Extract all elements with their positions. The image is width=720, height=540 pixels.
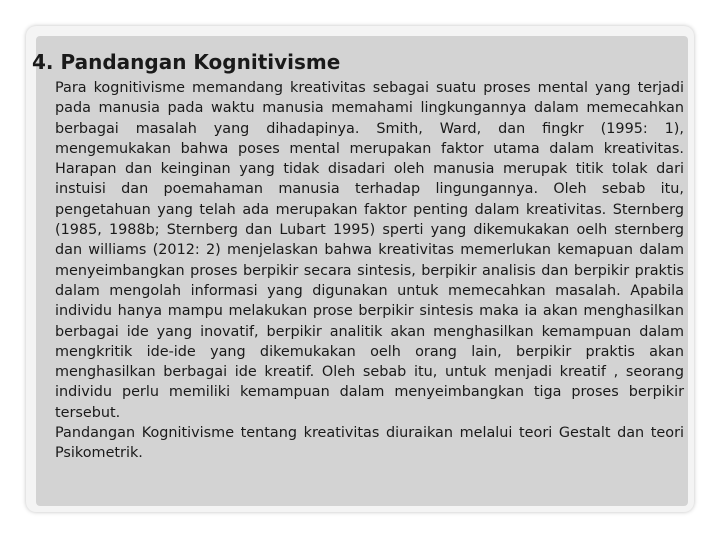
body-paragraph-2: Pandangan Kognitivisme tentang kreativitas diuraikan melalui teori Gestalt dan teori Psikometrik. (55, 425, 684, 462)
slide-title: 4. Pandangan Kognitivisme (32, 50, 341, 74)
body-paragraph-1: Para kognitivisme memandang kreativitas sebagai suatu proses mental yang terjadi pada manusia pada waktu manusia memahami lingkungannya dalam memecahkan berbagai masalah yang dihadapinya. Smith, Ward, dan fingkr (1995: 1), mengemukakan bahwa poses mental merupakan faktor utama dalam kreativitas. Harapan dan keinginan yang tidak disadari oleh manusia merupak titik tolak dari instuisi dan poemahaman manusia terhadap lingungannya. Oleh sebab itu, pengetahuan yang telah ada merupakan faktor penting dalam kreativitas. Sternberg (1985, 1988b; Sternberg dan Lubart 1995) sperti yang dikemukakan oelh sternberg dan williams (2012: 2) menjelaskan bahwa kreativitas memerlukan kemapuan dalam menyeimbangkan proses berpikir secara sintesis, berpikir analisis dan berpikir praktis dalam mengolah informasi yang digunakan untuk memecahkan masalah. Apabila individu hanya mampu melakukan prose berpikir sintesis maka ia akan menghasilkan berbagai ide yang inovatif, berpikir analitik akan menghasilkan kemampuan dalam mengkritik ide-ide yang dikemukakan oelh orang lain, berpikir praktis akan menghasilkan berbagai ide kreatif. Oleh sebab itu, untuk menjadi kreatif , seorang individu perlu memiliki kemampuan dalam menyeimbangkan tiga proses berpikir tersebut. (55, 80, 684, 421)
slide-body (55, 78, 684, 464)
